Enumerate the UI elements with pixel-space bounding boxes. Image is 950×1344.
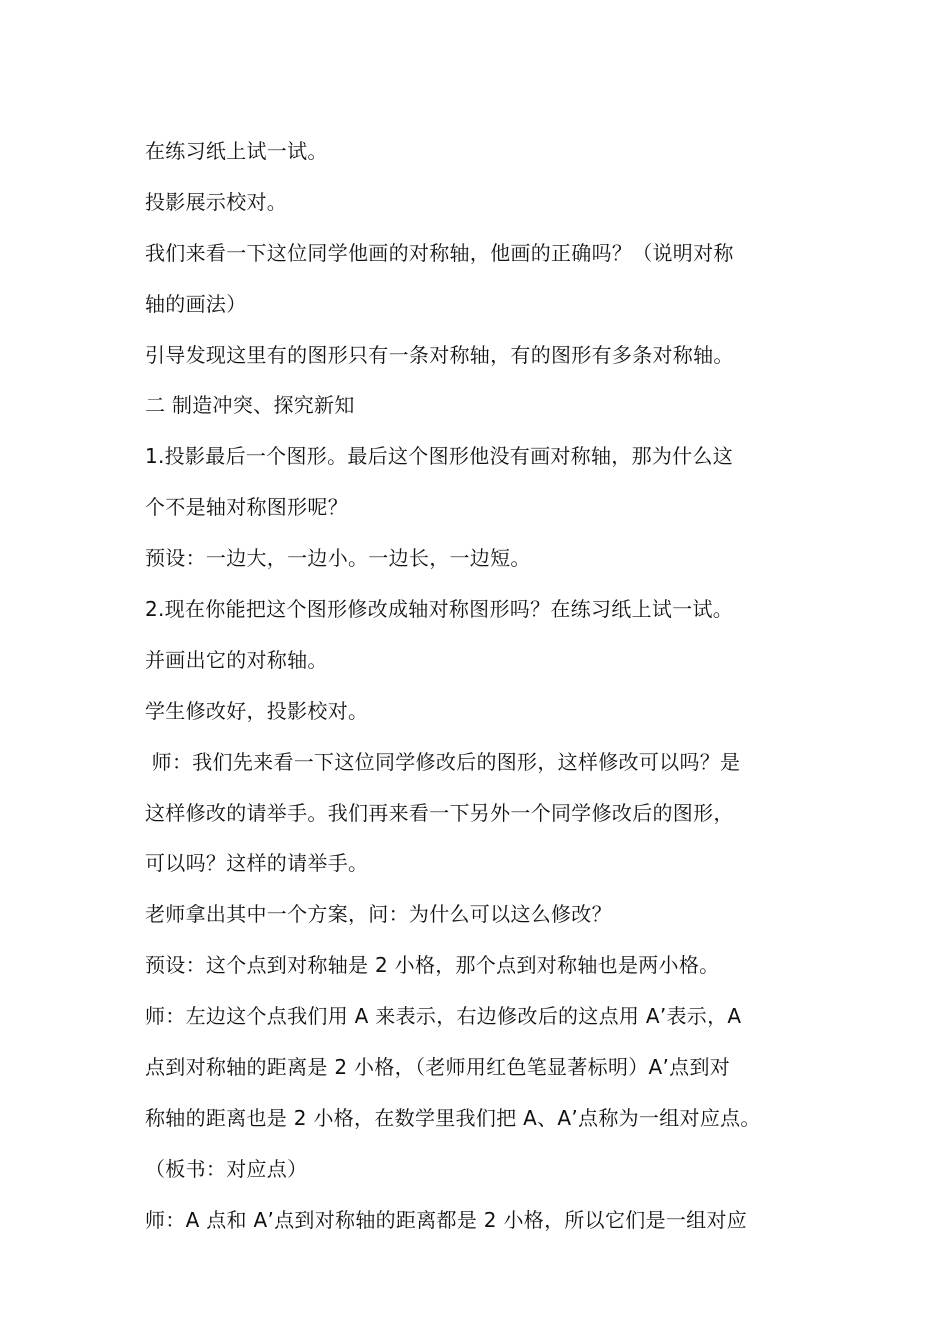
text-line: （板书：对应点） <box>145 1156 308 1181</box>
document-body <box>145 126 815 1246</box>
text-line: 老师拿出其中一个方案，问：为什么可以这么修改？ <box>145 902 612 927</box>
text-line: 预设：这个点到对称轴是 2 小格，那个点到对称轴也是两小格。 <box>145 953 720 978</box>
text-line: 可以吗？这样的请举手。 <box>145 851 369 876</box>
text-line: 1.投影最后一个图形。最后这个图形他没有画对称轴，那为什么这 <box>145 444 734 469</box>
text-line: 投影展示校对。 <box>145 189 288 214</box>
text-line: 称轴的距离也是 2 小格，在数学里我们把 A、A’点称为一组对应点。 <box>145 1105 761 1130</box>
text-line: 在练习纸上试一试。 <box>145 139 328 163</box>
text-line: 师：左边这个点我们用 A 来表示，右边修改后的这点用 A’表示，A <box>145 1004 742 1029</box>
text-line: 师：我们先来看一下这位同学修改后的图形，这样修改可以吗？是 <box>145 749 741 774</box>
text-line: 师：A 点和 A’点到对称轴的距离都是 2 小格，所以它们是一组对应 <box>145 1207 748 1232</box>
text-line: 这样修改的请举手。我们再来看一下另外一个同学修改后的图形， <box>145 800 734 825</box>
text-line: 并画出它的对称轴。 <box>145 647 328 672</box>
text-line: 个不是轴对称图形呢？ <box>145 495 348 520</box>
text-line: 点到对称轴的距离是 2 小格，（老师用红色笔显著标明）A’点到对 <box>145 1055 731 1080</box>
text-line: 轴的画法） <box>145 291 247 316</box>
text-line: 我们来看一下这位同学他画的对称轴，他画的正确吗？（说明对称 <box>145 240 734 265</box>
text-line: 2.现在你能把这个图形修改成轴对称图形吗？在练习纸上试一试。 <box>145 597 734 622</box>
text-line: 学生修改好，投影校对。 <box>145 698 369 723</box>
text-line: 预设：一边大，一边小。一边长，一边短。 <box>145 546 531 571</box>
text-line: 引导发现这里有的图形只有一条对称轴，有的图形有多条对称轴。 <box>145 342 734 367</box>
section-heading: 二 制造冲突、探究新知 <box>145 393 355 418</box>
